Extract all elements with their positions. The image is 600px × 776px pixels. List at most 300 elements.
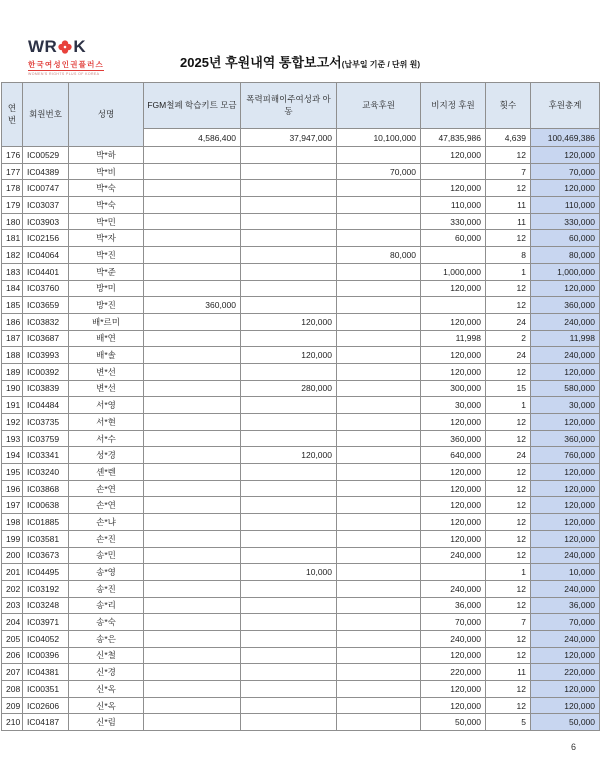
cell-no: 203 <box>2 597 23 614</box>
cell-total: 120,000 <box>531 363 600 380</box>
table-row <box>2 247 600 264</box>
cell-count: 12 <box>486 630 531 647</box>
cell-violence <box>241 647 337 664</box>
cell-count: 12 <box>486 464 531 481</box>
cell-name: 손*연 <box>69 497 144 514</box>
cell-count: 12 <box>486 530 531 547</box>
table-row <box>2 681 600 698</box>
cell-fgm <box>144 697 241 714</box>
cell-undesignated: 640,000 <box>421 447 486 464</box>
cell-total: 240,000 <box>531 347 600 364</box>
cell-no: 204 <box>2 614 23 631</box>
cell-violence: 120,000 <box>241 447 337 464</box>
cell-violence <box>241 330 337 347</box>
cell-member-id: IC02606 <box>23 697 69 714</box>
cell-no: 206 <box>2 647 23 664</box>
cell-violence <box>241 213 337 230</box>
cell-no: 187 <box>2 330 23 347</box>
cell-education <box>337 697 421 714</box>
cell-name: 박*숙 <box>69 197 144 214</box>
column-header-count: 횟수 <box>486 83 531 129</box>
cell-no: 184 <box>2 280 23 297</box>
cell-count: 5 <box>486 714 531 731</box>
cell-fgm <box>144 580 241 597</box>
table-row <box>2 414 600 431</box>
cell-violence <box>241 681 337 698</box>
cell-name: 송*리 <box>69 597 144 614</box>
cell-no: 181 <box>2 230 23 247</box>
cell-no: 190 <box>2 380 23 397</box>
cell-count: 12 <box>486 497 531 514</box>
cell-no: 202 <box>2 580 23 597</box>
cell-fgm <box>144 397 241 414</box>
cell-name: 손*냐 <box>69 514 144 531</box>
cell-undesignated: 120,000 <box>421 363 486 380</box>
cell-member-id: IC03341 <box>23 447 69 464</box>
cell-member-id: IC04052 <box>23 630 69 647</box>
table-row <box>2 280 600 297</box>
cell-no: 199 <box>2 530 23 547</box>
cell-fgm <box>144 681 241 698</box>
cell-member-id: IC04064 <box>23 247 69 264</box>
cell-fgm <box>144 330 241 347</box>
cell-count: 12 <box>486 414 531 431</box>
cell-member-id: IC03839 <box>23 380 69 397</box>
cell-violence <box>241 163 337 180</box>
cell-total: 760,000 <box>531 447 600 464</box>
cell-count: 12 <box>486 480 531 497</box>
table-row <box>2 497 600 514</box>
cell-total: 1,000,000 <box>531 263 600 280</box>
cell-violence <box>241 180 337 197</box>
cell-education <box>337 213 421 230</box>
table-row <box>2 263 600 280</box>
cell-education <box>337 263 421 280</box>
cell-count: 12 <box>486 697 531 714</box>
column-header-violence: 폭력피해이주여성과 아동 <box>241 83 337 129</box>
cell-count: 12 <box>486 363 531 380</box>
cell-education <box>337 480 421 497</box>
table-row <box>2 430 600 447</box>
report-title-main: 2025년 후원내역 통합보고서 <box>180 55 342 70</box>
cell-name: 신*옥 <box>69 697 144 714</box>
cell-count: 11 <box>486 213 531 230</box>
cell-fgm <box>144 530 241 547</box>
cell-fgm <box>144 614 241 631</box>
table-row <box>2 213 600 230</box>
cell-count: 1 <box>486 263 531 280</box>
table-row <box>2 347 600 364</box>
cell-count: 12 <box>486 147 531 164</box>
cell-no: 178 <box>2 180 23 197</box>
table-row <box>2 313 600 330</box>
cell-count: 12 <box>486 297 531 314</box>
cell-name: 배*르미 <box>69 313 144 330</box>
table-row <box>2 597 600 614</box>
cell-education <box>337 280 421 297</box>
cell-violence <box>241 147 337 164</box>
cell-total: 120,000 <box>531 180 600 197</box>
cell-no: 205 <box>2 630 23 647</box>
table-row <box>2 530 600 547</box>
cell-undesignated <box>421 297 486 314</box>
cell-total: 240,000 <box>531 313 600 330</box>
cell-violence <box>241 197 337 214</box>
total-undesignated: 47,835,986 <box>421 129 486 147</box>
cell-total: 120,000 <box>531 480 600 497</box>
cell-education <box>337 397 421 414</box>
cell-no: 201 <box>2 564 23 581</box>
cell-member-id: IC03759 <box>23 430 69 447</box>
cell-fgm <box>144 464 241 481</box>
table-row <box>2 363 600 380</box>
cell-education <box>337 230 421 247</box>
cell-member-id: IC02156 <box>23 230 69 247</box>
cell-education <box>337 647 421 664</box>
table-row <box>2 647 600 664</box>
cell-fgm <box>144 514 241 531</box>
cell-undesignated: 120,000 <box>421 480 486 497</box>
cell-violence <box>241 580 337 597</box>
cell-name: 서*수 <box>69 430 144 447</box>
cell-count: 12 <box>486 514 531 531</box>
cell-violence <box>241 464 337 481</box>
cell-violence: 120,000 <box>241 313 337 330</box>
cell-fgm <box>144 280 241 297</box>
cell-member-id: IC03760 <box>23 280 69 297</box>
cell-fgm <box>144 313 241 330</box>
cell-undesignated: 120,000 <box>421 464 486 481</box>
cell-education <box>337 347 421 364</box>
cell-count: 12 <box>486 681 531 698</box>
total-count: 4,639 <box>486 129 531 147</box>
cell-name: 신*림 <box>69 714 144 731</box>
table-header <box>2 83 600 147</box>
cell-undesignated: 330,000 <box>421 213 486 230</box>
cell-member-id: IC03735 <box>23 414 69 431</box>
cell-name: 손*진 <box>69 530 144 547</box>
cell-no: 182 <box>2 247 23 264</box>
cell-member-id: IC00529 <box>23 147 69 164</box>
cell-education <box>337 597 421 614</box>
cell-total: 580,000 <box>531 380 600 397</box>
logo-english-name: WOMEN'S RIGHTS PLUS OF KOREA <box>28 71 100 76</box>
table-row <box>2 564 600 581</box>
cell-violence: 280,000 <box>241 380 337 397</box>
cell-education <box>337 313 421 330</box>
cell-no: 196 <box>2 480 23 497</box>
cell-undesignated: 360,000 <box>421 430 486 447</box>
cell-undesignated: 300,000 <box>421 380 486 397</box>
cell-undesignated: 220,000 <box>421 664 486 681</box>
cell-undesignated: 50,000 <box>421 714 486 731</box>
cell-fgm <box>144 547 241 564</box>
total-total: 100,469,386 <box>531 129 600 147</box>
cell-no: 200 <box>2 547 23 564</box>
cell-education <box>337 681 421 698</box>
cell-violence <box>241 530 337 547</box>
cell-undesignated: 11,998 <box>421 330 486 347</box>
cell-undesignated: 1,000,000 <box>421 263 486 280</box>
cell-total: 120,000 <box>531 681 600 698</box>
cell-no: 210 <box>2 714 23 731</box>
cell-undesignated: 120,000 <box>421 697 486 714</box>
cell-education <box>337 363 421 380</box>
cell-name: 송*진 <box>69 580 144 597</box>
cell-fgm <box>144 647 241 664</box>
page-number: 6 <box>570 742 576 752</box>
column-header-no: 연번 <box>2 83 23 147</box>
total-fgm: 4,586,400 <box>144 129 241 147</box>
cell-undesignated: 120,000 <box>421 280 486 297</box>
table-body <box>2 147 600 731</box>
cell-total: 36,000 <box>531 597 600 614</box>
cell-name: 송*영 <box>69 564 144 581</box>
cell-violence <box>241 614 337 631</box>
cell-total: 80,000 <box>531 247 600 264</box>
cell-count: 7 <box>486 614 531 631</box>
table-row <box>2 714 600 731</box>
cell-education <box>337 580 421 597</box>
cell-member-id: IC03240 <box>23 464 69 481</box>
cell-count: 12 <box>486 597 531 614</box>
cell-member-id: IC03868 <box>23 480 69 497</box>
report-title-suffix: (납부일 기준 / 단위 원) <box>341 60 420 69</box>
cell-violence <box>241 297 337 314</box>
cell-count: 12 <box>486 230 531 247</box>
cell-violence <box>241 230 337 247</box>
cell-name: 서*현 <box>69 414 144 431</box>
cell-total: 240,000 <box>531 630 600 647</box>
cell-violence <box>241 280 337 297</box>
cell-education <box>337 614 421 631</box>
cell-fgm <box>144 597 241 614</box>
table-row <box>2 580 600 597</box>
cell-undesignated <box>421 163 486 180</box>
cell-education <box>337 664 421 681</box>
cell-total: 70,000 <box>531 163 600 180</box>
total-education: 10,100,000 <box>337 129 421 147</box>
cell-member-id: IC03971 <box>23 614 69 631</box>
cell-education <box>337 447 421 464</box>
cell-violence <box>241 363 337 380</box>
cell-total: 220,000 <box>531 664 600 681</box>
cell-undesignated: 60,000 <box>421 230 486 247</box>
cell-no: 191 <box>2 397 23 414</box>
cell-undesignated: 120,000 <box>421 514 486 531</box>
cell-violence <box>241 630 337 647</box>
cell-name: 박*하 <box>69 147 144 164</box>
cell-count: 12 <box>486 647 531 664</box>
report-title <box>0 52 600 72</box>
cell-violence <box>241 247 337 264</box>
logo-text-left: WR <box>28 37 58 56</box>
cell-fgm <box>144 430 241 447</box>
cell-fgm <box>144 263 241 280</box>
cell-fgm <box>144 630 241 647</box>
cell-count: 11 <box>486 197 531 214</box>
cell-fgm <box>144 213 241 230</box>
cell-total: 110,000 <box>531 197 600 214</box>
cell-no: 198 <box>2 514 23 531</box>
cell-education <box>337 147 421 164</box>
logo-korean-name: 한국여성인권플러스 <box>28 60 105 69</box>
cell-name: 손*연 <box>69 480 144 497</box>
cell-education <box>337 430 421 447</box>
cell-education <box>337 530 421 547</box>
cell-no: 189 <box>2 363 23 380</box>
table-row <box>2 380 600 397</box>
cell-education <box>337 564 421 581</box>
cell-violence <box>241 664 337 681</box>
cell-total: 360,000 <box>531 430 600 447</box>
cell-count: 8 <box>486 247 531 264</box>
cell-member-id: IC00638 <box>23 497 69 514</box>
cell-member-id: IC03037 <box>23 197 69 214</box>
cell-count: 12 <box>486 280 531 297</box>
cell-name: 송*은 <box>69 630 144 647</box>
cell-no: 179 <box>2 197 23 214</box>
cell-name: 송*숙 <box>69 614 144 631</box>
column-header-member-id: 회원번호 <box>23 83 69 147</box>
cell-fgm <box>144 447 241 464</box>
cell-no: 177 <box>2 163 23 180</box>
cell-total: 120,000 <box>531 514 600 531</box>
cell-violence: 120,000 <box>241 347 337 364</box>
table-row <box>2 697 600 714</box>
cell-name: 변*선 <box>69 363 144 380</box>
cell-violence <box>241 397 337 414</box>
cell-undesignated: 120,000 <box>421 313 486 330</box>
cell-count: 12 <box>486 580 531 597</box>
cell-no: 208 <box>2 681 23 698</box>
cell-undesignated: 120,000 <box>421 180 486 197</box>
cell-count: 12 <box>486 180 531 197</box>
table-row <box>2 230 600 247</box>
cell-name: 방*진 <box>69 297 144 314</box>
cell-no: 185 <box>2 297 23 314</box>
cell-name: 셴*렌 <box>69 464 144 481</box>
cell-name: 박*준 <box>69 263 144 280</box>
cell-education <box>337 414 421 431</box>
cell-member-id: IC00396 <box>23 647 69 664</box>
column-header-fgm: FGM철폐 학습키트 모금 <box>144 83 241 129</box>
cell-member-id: IC00351 <box>23 681 69 698</box>
cell-violence <box>241 263 337 280</box>
cell-member-id: IC04484 <box>23 397 69 414</box>
cell-education <box>337 514 421 531</box>
cell-no: 180 <box>2 213 23 230</box>
cell-member-id: IC00747 <box>23 180 69 197</box>
cell-undesignated <box>421 564 486 581</box>
cell-member-id: IC03581 <box>23 530 69 547</box>
cell-education <box>337 497 421 514</box>
cell-violence <box>241 697 337 714</box>
cell-undesignated: 120,000 <box>421 530 486 547</box>
cell-name: 신*철 <box>69 647 144 664</box>
cell-education <box>337 464 421 481</box>
cell-no: 194 <box>2 447 23 464</box>
cell-undesignated: 120,000 <box>421 347 486 364</box>
cell-undesignated: 120,000 <box>421 647 486 664</box>
cell-no: 193 <box>2 430 23 447</box>
cell-total: 240,000 <box>531 547 600 564</box>
cell-name: 박*비 <box>69 163 144 180</box>
cell-no: 207 <box>2 664 23 681</box>
cell-fgm <box>144 147 241 164</box>
cell-count: 12 <box>486 430 531 447</box>
cell-no: 176 <box>2 147 23 164</box>
table-row <box>2 630 600 647</box>
cell-member-id: IC03192 <box>23 580 69 597</box>
cell-fgm <box>144 564 241 581</box>
cell-undesignated: 120,000 <box>421 414 486 431</box>
cell-member-id: IC03248 <box>23 597 69 614</box>
column-header-education: 교육후원 <box>337 83 421 129</box>
table-row <box>2 514 600 531</box>
cell-count: 2 <box>486 330 531 347</box>
cell-undesignated: 120,000 <box>421 681 486 698</box>
cell-fgm <box>144 664 241 681</box>
cell-count: 15 <box>486 380 531 397</box>
cell-total: 360,000 <box>531 297 600 314</box>
cell-fgm <box>144 347 241 364</box>
table-row <box>2 547 600 564</box>
cell-member-id: IC03903 <box>23 213 69 230</box>
cell-education <box>337 547 421 564</box>
cell-member-id: IC04389 <box>23 163 69 180</box>
table-row <box>2 180 600 197</box>
cell-education <box>337 630 421 647</box>
total-violence: 37,947,000 <box>241 129 337 147</box>
cell-education: 80,000 <box>337 247 421 264</box>
cell-member-id: IC03687 <box>23 330 69 347</box>
cell-name: 배*연 <box>69 330 144 347</box>
cell-undesignated: 120,000 <box>421 147 486 164</box>
cell-undesignated: 240,000 <box>421 630 486 647</box>
table-row <box>2 464 600 481</box>
cell-total: 120,000 <box>531 414 600 431</box>
cell-violence <box>241 497 337 514</box>
cell-total: 120,000 <box>531 280 600 297</box>
cell-count: 1 <box>486 397 531 414</box>
table-row <box>2 397 600 414</box>
cell-fgm <box>144 247 241 264</box>
cell-name: 변*선 <box>69 380 144 397</box>
table-row <box>2 297 600 314</box>
cell-undesignated: 240,000 <box>421 580 486 597</box>
cell-undesignated: 36,000 <box>421 597 486 614</box>
cell-total: 50,000 <box>531 714 600 731</box>
cell-total: 330,000 <box>531 213 600 230</box>
table-row <box>2 147 600 164</box>
cell-member-id: IC03832 <box>23 313 69 330</box>
table-row <box>2 480 600 497</box>
column-header-undesignated: 비지정 후원 <box>421 83 486 129</box>
cell-fgm <box>144 163 241 180</box>
cell-violence <box>241 547 337 564</box>
cell-name: 박*진 <box>69 247 144 264</box>
cell-no: 186 <box>2 313 23 330</box>
cell-total: 120,000 <box>531 464 600 481</box>
cell-total: 120,000 <box>531 497 600 514</box>
cell-no: 183 <box>2 263 23 280</box>
cell-name: 박*자 <box>69 230 144 247</box>
cell-name: 서*영 <box>69 397 144 414</box>
cell-name: 방*미 <box>69 280 144 297</box>
cell-undesignated: 70,000 <box>421 614 486 631</box>
cell-fgm <box>144 197 241 214</box>
